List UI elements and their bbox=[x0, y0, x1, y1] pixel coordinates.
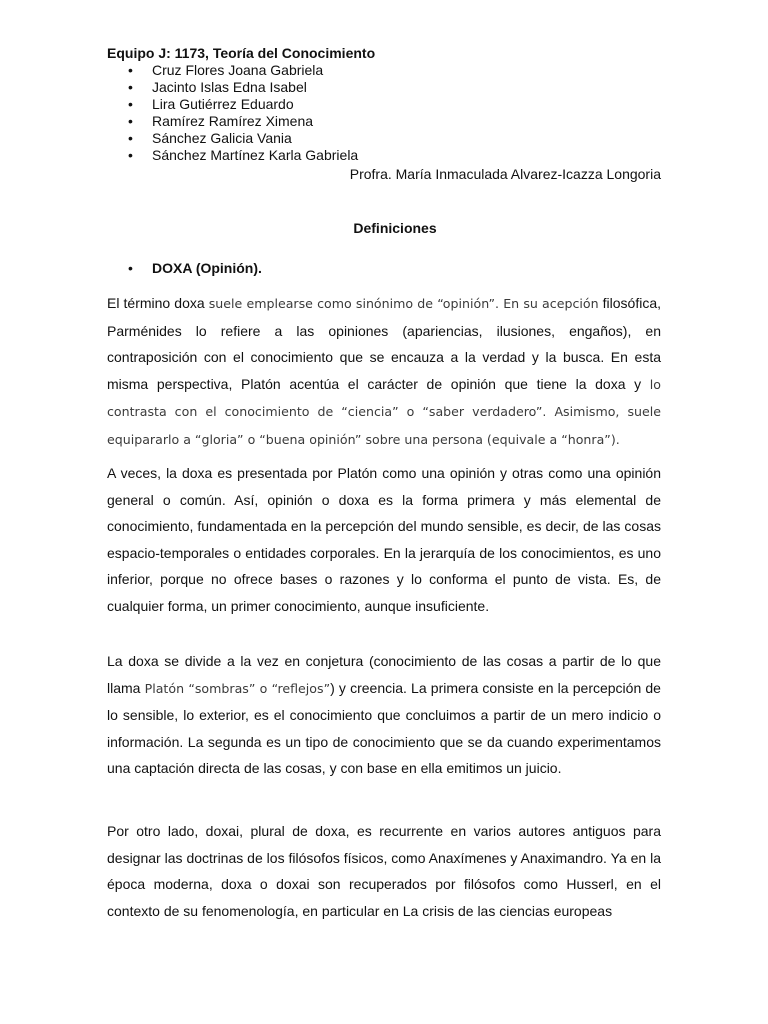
list-item: • Ramírez Ramírez Ximena bbox=[128, 113, 358, 130]
paragraph-1 bbox=[107, 290, 661, 454]
list-item: • Cruz Flores Joana Gabriela bbox=[128, 62, 358, 79]
paragraph-1-part-d: lo contrasta con el conocimiento de “ciencia” o “saber verdadero”. Asimismo, suele equipararlo a “gloria” o “buena opinión” sobre una persona (equivale a “honra”). bbox=[107, 376, 661, 447]
paragraph-3 bbox=[107, 648, 661, 782]
paragraph-4: Por otro lado, doxai, plural de doxa, es recurrente en varios autores antiguos para designar las doctrinas de los filósofos físicos, como Anaxímenes y Anaximandro. Ya en la época moderna, doxa o doxai son recuperados por filósofos como Husserl, en el contexto de su fenomenología, en particular en La crisis de las ciencias europeas bbox=[107, 823, 661, 919]
paragraph-2: A veces, la doxa es presentada por Platón como una opinión y otras como una opinión general o común. Así, opinión o doxa es la forma primera y más elemental de conocimiento, fundamentada en la percepción del mundo sensible, es decir, de las cosas espacio-temporales o entidades corporales. En la jerarquía de los conocimientos, es uno inferior, porque no ofrece bases o razones y lo conforma el punto de vista. Es, de cualquier forma, un primer conocimiento, aunque insuficiente. bbox=[107, 465, 661, 614]
team-member-list bbox=[128, 62, 358, 164]
team-title: Equipo J: 1173, Teoría del Conocimiento bbox=[107, 45, 376, 61]
subheading-text: DOXA (Opinión). bbox=[152, 260, 262, 276]
professor-name: Profra. María Inmaculada Alvarez-Icazza Longoria bbox=[349, 166, 661, 182]
list-item: • Lira Gutiérrez Eduardo bbox=[128, 96, 358, 113]
paragraph-3-part-a: La doxa se divide a la vez en conjetura (conocimiento de las cosas a partir de lo que llama bbox=[107, 653, 661, 696]
doxa-subheading bbox=[128, 259, 262, 277]
list-item: • Sánchez Galicia Vania bbox=[128, 130, 358, 147]
paragraph-1-part-b: suele emplearse como sinónimo de “opinión”. En su acepción bbox=[208, 296, 599, 311]
paragraph-1-part-c: filosófica, Parménides lo refiere a las opiniones (apariencias, ilusiones, engaños), en contraposición con el conocimiento que se encauza a la verdad y la busca. En esta misma perspectiva, Platón acentúa el carácter de opinión que tiene la doxa y bbox=[107, 295, 661, 392]
list-item: • Jacinto Islas Edna Isabel bbox=[128, 79, 358, 96]
paragraph-3-part-c: ) y creencia. La primera consiste en la percepción de lo sensible, lo exterior, es el conocimiento que concluimos a partir de un mero indicio o información. La segunda es un tipo de conocimiento que se da cuando experimentamos una captación directa de las cosas, y con base en ella emitimos un juicio. bbox=[107, 679, 661, 777]
section-title: Definiciones bbox=[353, 220, 437, 236]
paragraph-3-part-b: Platón “sombras” o “reflejos” bbox=[144, 680, 331, 696]
paragraph-1-part-a: El término doxa bbox=[107, 295, 209, 311]
list-item: • Sánchez Martínez Karla Gabriela bbox=[128, 147, 358, 164]
